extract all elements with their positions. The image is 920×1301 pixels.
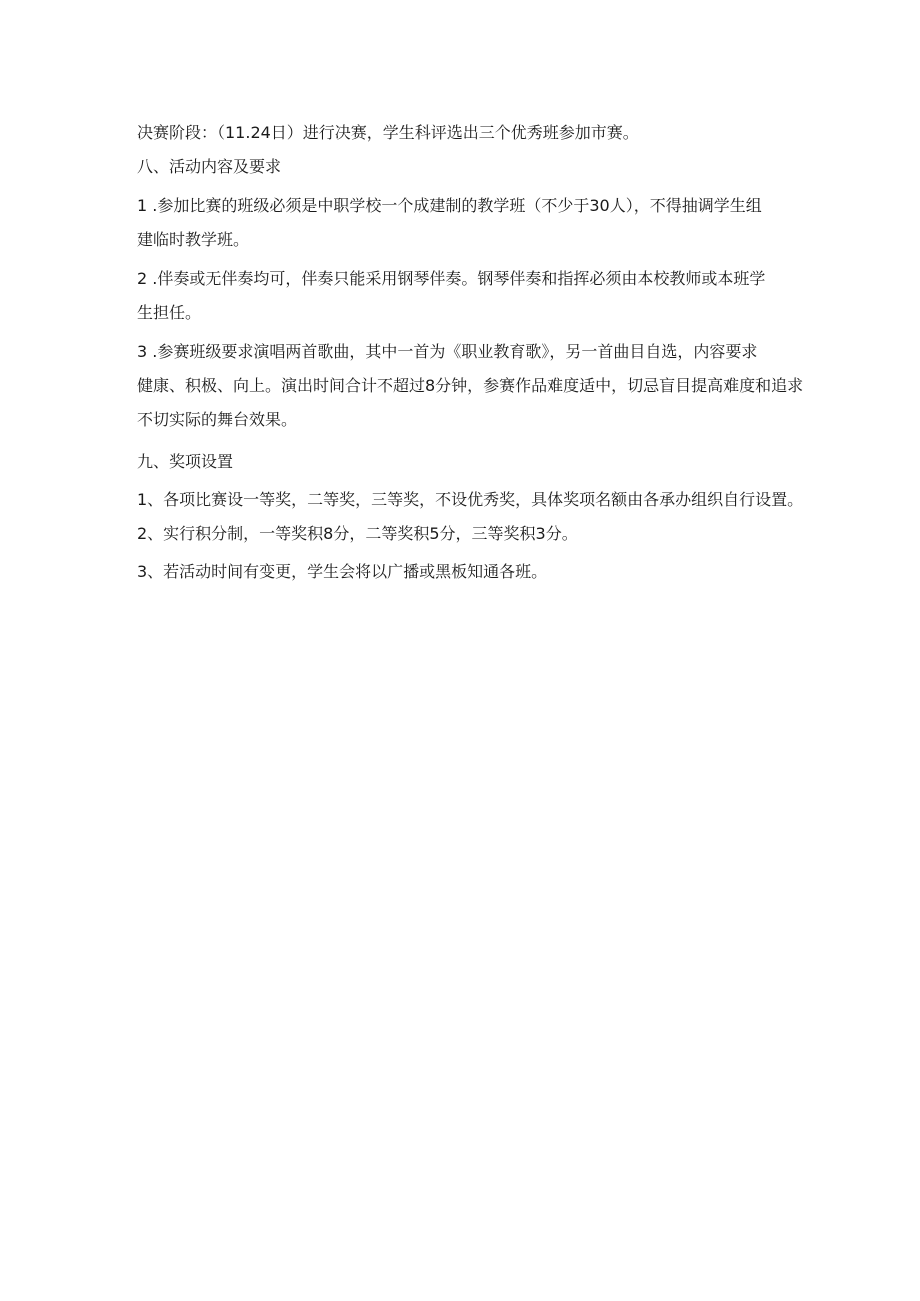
final-stage-paragraph [137,116,827,150]
text-line: 1 .参加比赛的班级必须是中职学校一个成建制的教学班（不少于30人），不得抽调学生组 [137,196,762,215]
award-item-1 [137,483,827,517]
requirement-item-1 [137,189,827,257]
award-item-2 [137,517,827,551]
heading-text: 九、奖项设置 [137,452,234,471]
text-line: 不切实际的舞台效果。 [137,410,298,429]
text-line: 健康、积极、向上。演出时间合计不超过8分钟，参赛作品难度适中，切忌盲目提高难度和追求 [137,376,804,395]
section-heading-nine [137,445,827,479]
award-item-3 [137,555,827,589]
section-heading-eight [137,150,827,184]
text-line: 2 .伴奏或无伴奏均可，伴奏只能采用钢琴伴奏。钢琴伴奏和指挥必须由本校教师或本班学 [137,269,766,288]
text-line: 3、若活动时间有变更，学生会将以广播或黑板知通各班。 [137,562,548,581]
heading-text: 八、活动内容及要求 [137,157,282,176]
text-line: 1、各项比赛设一等奖，二等奖，三等奖，不设优秀奖，具体奖项名额由各承办组织自行设置。 [137,490,804,509]
text-line: 2、实行积分制，一等奖积8分，二等奖积5分，三等奖积3分。 [137,524,578,543]
text-line: 3 .参赛班级要求演唱两首歌曲，其中一首为《职业教育歌》，另一首曲目自选，内容要求 [137,342,758,361]
text-line: 建临时教学班。 [137,230,250,249]
text-line: 生担任。 [137,303,202,322]
requirement-item-2 [137,262,827,330]
requirement-item-3 [137,335,827,437]
text-line: 决赛阶段：（11.24日）进行决赛，学生科评选出三个优秀班参加市赛。 [137,123,639,142]
